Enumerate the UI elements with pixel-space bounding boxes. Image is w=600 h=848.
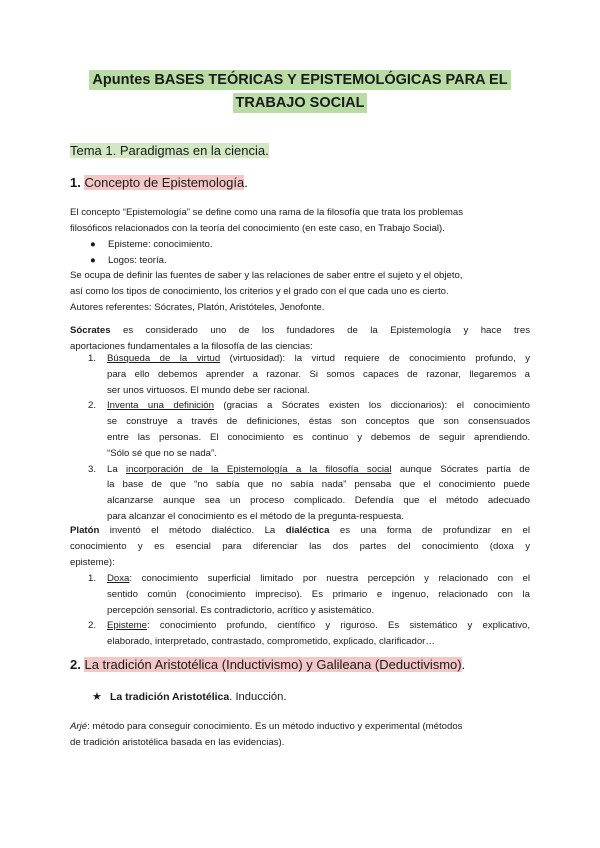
list-item bbox=[88, 618, 530, 650]
platon-term: dialéctica bbox=[285, 525, 330, 536]
bullet-icon: ● bbox=[90, 239, 96, 250]
socrates-text: es considerado uno de los fundadores de la Epistemología y hace tres bbox=[110, 325, 530, 336]
intro-line: Se ocupa de definir las fuentes de saber y las relaciones de saber entre el sujeto y el objeto, bbox=[70, 270, 463, 281]
item-text: : conocimiento superficial limitado por nuestra percepción y relacionado con el bbox=[129, 573, 530, 584]
item-line: alcanzarse aunque sea un proceso complicado. Defendía que el método adecuado bbox=[107, 495, 530, 507]
item-number: 2. bbox=[88, 400, 97, 412]
bullet-list bbox=[90, 237, 213, 269]
item-line: para ello debemos aprender a razonar. Si somos capaces de razonar, llegaremos a bbox=[107, 368, 530, 380]
item-number: 1. bbox=[88, 573, 97, 584]
socrates-line: aportaciones fundamentales a la filosofía de las ciencias: bbox=[70, 340, 313, 352]
item-text: : conocimiento profundo, científico y riguroso. Es sistemático y explicativo, bbox=[147, 620, 530, 632]
item-line: “Sólo sé que no se nada”. bbox=[107, 447, 217, 459]
list-item bbox=[88, 398, 530, 461]
bullet-text: Episteme: conocimiento. bbox=[108, 239, 213, 250]
document-title bbox=[70, 70, 530, 116]
platon-text: inventó el método dialéctico. La bbox=[99, 525, 286, 536]
arje-paragraph bbox=[70, 719, 530, 751]
item-number: 2. bbox=[88, 620, 97, 632]
aristotelian-title: La tradición Aristotélica bbox=[110, 691, 230, 703]
intro-line: Autores referentes: Sócrates, Platón, Aristóteles, Jenofonte. bbox=[70, 301, 325, 313]
aristotelian-heading bbox=[92, 689, 286, 705]
socrates-name: Sócrates bbox=[70, 325, 111, 336]
arje-line bbox=[70, 719, 530, 735]
item-text: (virtuosidad): la virtud requiere de conocimiento profundo, y bbox=[220, 353, 531, 364]
item-line: elaborado, interpretado, contrastado, comprometido, explicado, clarificador… bbox=[107, 636, 435, 648]
socrates-paragraph bbox=[70, 323, 530, 355]
section-2-number: 2. bbox=[70, 657, 81, 672]
item-term: Episteme bbox=[107, 620, 147, 632]
intro-line: El concepto “Epistemología” se define como una rama de la filosofía que trata los problemas bbox=[70, 207, 464, 218]
intro-paragraph bbox=[70, 205, 530, 237]
list-item bbox=[90, 253, 213, 269]
intro-paragraph-2 bbox=[70, 268, 530, 315]
item-line: sentido común (conocimiento impreciso). Es primario e ingenuo, relacionado con la bbox=[107, 588, 530, 600]
item-line bbox=[107, 618, 530, 634]
topic-heading bbox=[70, 142, 269, 160]
platon-text: es una forma de profundizar en el bbox=[329, 525, 530, 536]
bullet-text: Logos: teoría. bbox=[108, 254, 167, 266]
item-number: 1. bbox=[88, 353, 97, 364]
item-term: Doxa bbox=[107, 573, 130, 584]
item-text: La bbox=[107, 463, 127, 475]
intro-line: filosóficos relacionados con la teoría del conocimiento (en este caso, en Trabajo Social). bbox=[70, 222, 445, 234]
star-icon: ★ bbox=[92, 691, 103, 703]
platon-line bbox=[70, 523, 530, 539]
title-line-2: TRABAJO SOCIAL bbox=[233, 93, 368, 113]
item-line: para alcanzar el conocimiento es el método de la pregunta-respuesta. bbox=[107, 510, 405, 522]
item-line: ser unos virtuosos. El mundo debe ser racional. bbox=[107, 384, 310, 396]
item-term: Búsqueda de la virtud bbox=[107, 353, 221, 364]
section-1-number: 1. bbox=[70, 175, 81, 190]
item-line: se construye a través de definiciones, éstas son conceptos que son consensuados bbox=[107, 416, 530, 428]
list-item bbox=[90, 237, 213, 253]
topic-heading-text: Tema 1. Paradigmas en la ciencia. bbox=[70, 143, 269, 158]
list-item bbox=[88, 571, 530, 618]
item-line bbox=[107, 351, 530, 367]
platon-line: episteme): bbox=[70, 556, 115, 568]
platon-name: Platón bbox=[70, 525, 100, 536]
platon-line: conocimiento y es esencial para diferenciar las dos partes del conocimiento (doxa y bbox=[70, 540, 530, 552]
item-line bbox=[107, 571, 530, 587]
item-line: entre las personas. El conocimiento es continuo y debemos de seguir aprendiendo. bbox=[107, 431, 530, 443]
list-item bbox=[88, 462, 530, 525]
platon-list bbox=[88, 571, 530, 650]
arje-term: Arjé bbox=[70, 721, 88, 732]
section-1-end: . bbox=[244, 175, 248, 190]
section-1-heading bbox=[70, 174, 248, 192]
item-line bbox=[107, 398, 530, 414]
section-2-title: La tradición Aristotélica (Inductivismo) y Galileana (Deductivismo) bbox=[84, 657, 462, 672]
arje-text: : método para conseguir conocimiento. Es un método inductivo y experimental (métodos bbox=[87, 721, 463, 732]
socrates-line bbox=[70, 323, 530, 339]
section-2-heading bbox=[70, 656, 465, 674]
intro-line: así como los tipos de conocimiento, los criterios y el grado con el que cada uno es cierto. bbox=[70, 285, 449, 297]
arje-line: de tradición aristotélica basada en las evidencias). bbox=[70, 736, 285, 748]
item-line bbox=[107, 462, 530, 478]
socrates-list bbox=[88, 351, 530, 525]
list-item bbox=[88, 351, 530, 398]
bullet-icon: ● bbox=[90, 254, 96, 266]
item-text: (gracias a Sócrates existen los diccionarios): el conocimiento bbox=[213, 400, 530, 412]
item-line: la base de que “no sabía que no sabía nada” pensaba que el conocimiento puede bbox=[107, 479, 530, 491]
item-number: 3. bbox=[88, 463, 97, 475]
item-term: incorporación de la Epistemología a la filosofía social bbox=[126, 463, 392, 475]
item-text: aunque Sócrates partía de bbox=[391, 463, 530, 475]
title-line-1: Apuntes BASES TEÓRICAS Y EPISTEMOLÓGICAS PARA EL bbox=[89, 70, 510, 90]
item-term: Inventa una definición bbox=[107, 400, 214, 412]
aristotelian-suffix: . Inducción. bbox=[229, 691, 287, 703]
platon-paragraph bbox=[70, 523, 530, 570]
section-2-end: . bbox=[461, 657, 466, 672]
section-1-title: Concepto de Epistemología bbox=[84, 175, 245, 190]
item-line: percepción sensorial. Es contradictorio, acrítico y asistemático. bbox=[107, 604, 375, 616]
